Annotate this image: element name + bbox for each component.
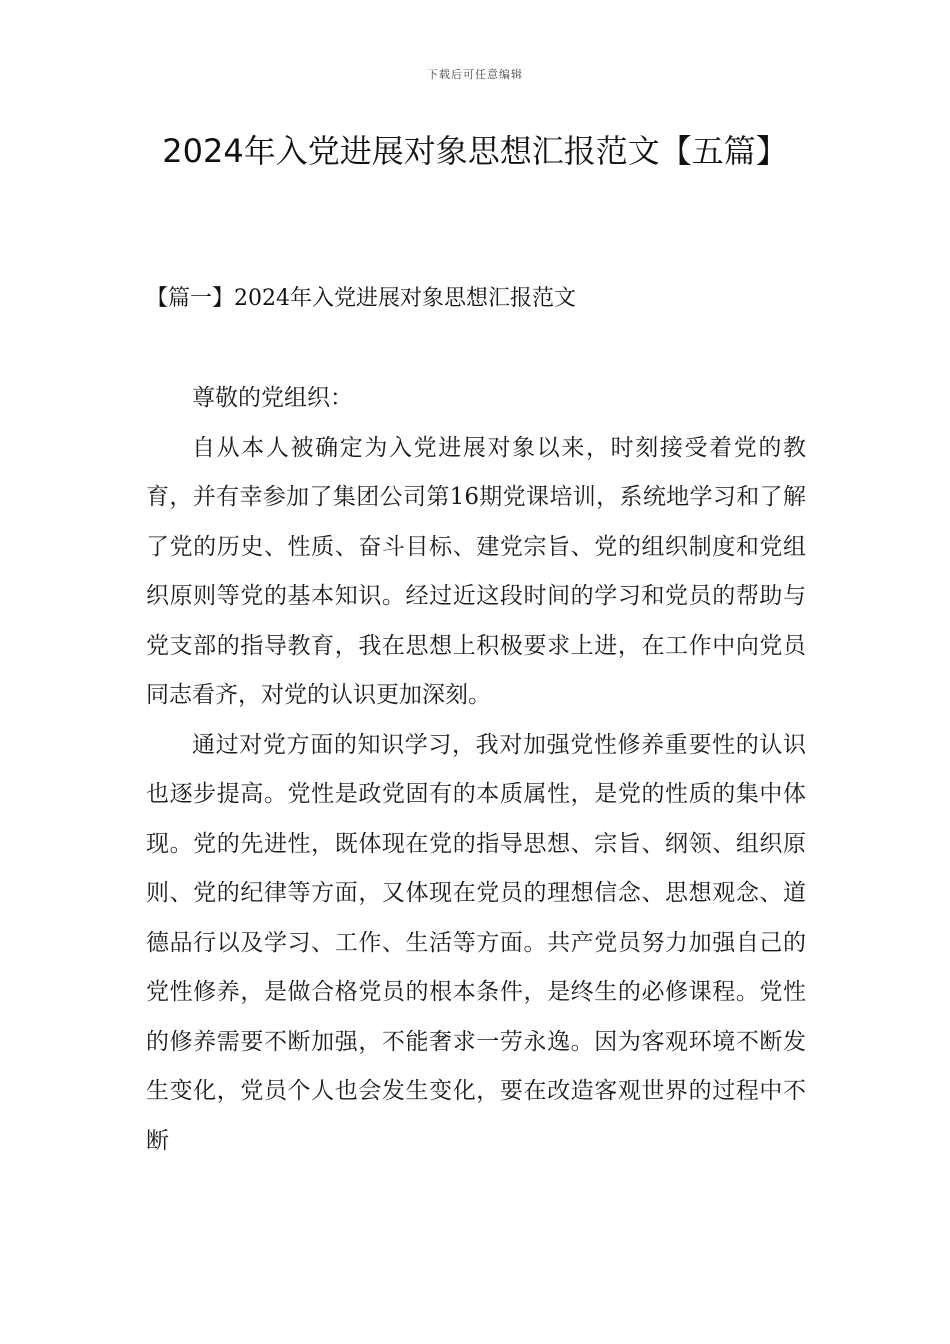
document-title: 2024年入党进展对象思想汇报范文【五篇】: [162, 132, 788, 170]
salutation: 尊敬的党组织：: [192, 385, 353, 411]
document-body: [146, 374, 806, 1166]
paragraph: 自从本人被确定为入党进展对象以来，时刻接受着党的教育，并有幸参加了集团公司第16期党课培训，系统地学习和了解了党的历史、性质、奋斗目标、建党宗旨、党的组织制度和党组织原则等党的基本知识。经过近这段时间的学习和党员的帮助与党支部的指导教育，我在思想上积极要求上进，在工作中向党员同志看齐，对党的认识更加深刻。: [146, 434, 806, 708]
header-note: 下载后可任意编辑: [427, 68, 523, 81]
paragraph: 通过对党方面的知识学习，我对加强党性修养重要性的认识也逐步提高。党性是政党固有的本质属性，是党的性质的集中体现。党的先进性，既体现在党的指导思想、宗旨、纲领、组织原则、党的纪律等方面，又体现在党员的理想信念、思想观念、道德品行以及学习、工作、生活等方面。共产党员努力加强自己的党性修养，是做合格党员的根本条件，是终生的必修课程。党性的修养需要不断加强，不能奢求一劳永逸。因为客观环境不断发生变化，党员个人也会发生变化，要在改造客观世界的过程中不断: [146, 731, 806, 1154]
section-heading: 【篇一】2024年入党进展对象思想汇报范文: [146, 286, 576, 311]
